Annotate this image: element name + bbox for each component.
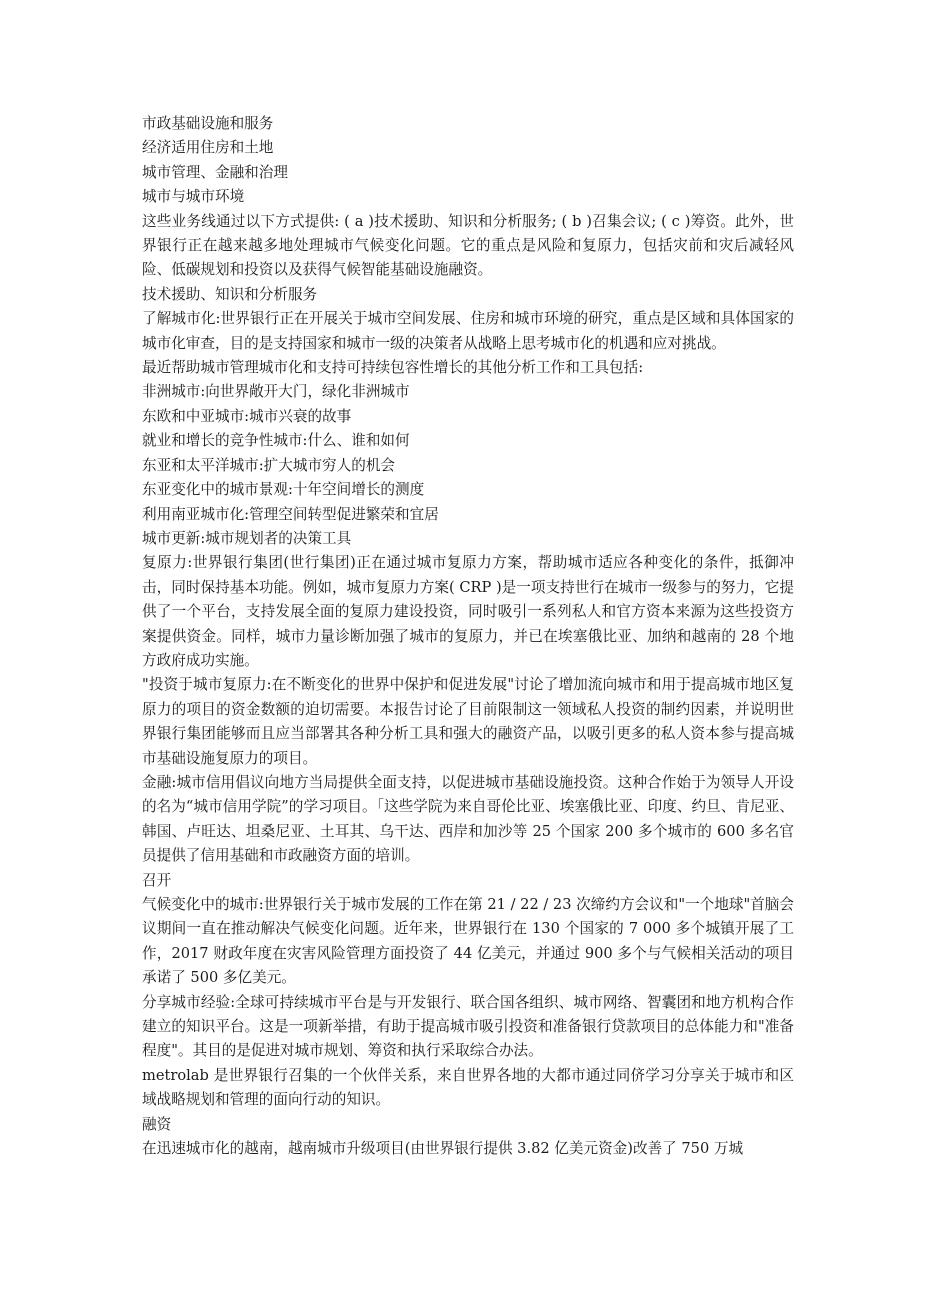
paragraph-sharing-experience: 分享城市经验:全球可持续城市平台是与开发银行、联合国各组织、城市网络、智囊团和地方机构合作建立的知识平台。这是一项新举措，有助于提高城市吸引投资和准备银行贷款项目的总体能力和"准备程度"。其目的是促进对城市规划、筹资和执行采取综合办法。	[142, 993, 794, 1060]
paragraph-investing-resilience: "投资于城市复原力:在不断变化的世界中保护和促进发展"讨论了增加流向城市和用于提高城市地区复原力的项目的资金数额的迫切需要。本报告讨论了目前限制这一领域私人投资的制约因素，并说明世界银行集团能够而且应当部署其各种分析工具和强大的融资产品，以吸引更多的私人资本参与提高城市基础设施复原力的项目。	[142, 676, 794, 767]
heading-financing: 融资	[142, 1115, 172, 1133]
document-page	[142, 112, 794, 1161]
paragraph-climate-cities: 气候变化中的城市:世界银行关于城市发展的工作在第 21 / 22 / 23 次缔约方会议和"一个地球"首脑会议期间一直在推动解决气候变化问题。近年来，世界银行在 130 个国家的 7 000 多个城镇开展了工作，2017 财政年度在灾害风险管理方面投资了 44 亿美元，并通过 900 多个与气候相关活动的项目承诺了 500 多亿美元。	[142, 896, 794, 987]
paragraph-understanding-urbanization: 了解城市化:世界银行正在开展关于城市空间发展、住房和城市环境的研究，重点是区域和具体国家的城市化审查，目的是支持国家和城市一级的决策者从战略上思考城市化的机遇和应对挑战。	[142, 310, 794, 352]
paragraph-finance: 金融:城市信用倡议向地方当局提供全面支持，以促进城市基础设施投资。这种合作始于为领导人开设的名为“城市信用学院”的学习项目。「这些学院为来自哥伦比亚、埃塞俄比亚、印度、约旦、肯尼亚、韩国、卢旺达、坦桑尼亚、土耳其、乌干达、西岸和加沙等 25 个国家 200 多个城市的 600 多名官员提供了信用基础和市政融资方面的培训。	[142, 773, 794, 865]
paragraph-business-lines: 这些业务线通过以下方式提供: ( a )技术援助、知识和分析服务; ( b )召集会议; ( c )筹资。此外，世界银行正在越来越多地处理城市气候变化问题。它的重点是风险和复原力，包括灾前和灾后减轻风险、低碳规划和投资以及获得气候智能基础设施融资。	[142, 212, 794, 279]
heading-affordable-housing: 经济适用住房和土地	[142, 139, 274, 157]
heading-technical-assistance: 技术援助、知识和分析服务	[142, 285, 318, 303]
list-item-east-asia-pacific-cities: 东亚和太平洋城市:扩大城市穷人的机会	[142, 456, 396, 474]
heading-urban-environment: 城市与城市环境	[142, 188, 245, 206]
list-item-south-asia-urbanization: 利用南亚城市化:管理空间转型促进繁荣和宜居	[142, 505, 439, 523]
list-item-eastern-europe-cities: 东欧和中亚城市:城市兴衰的故事	[142, 407, 352, 425]
list-item-africa-cities: 非洲城市:向世界敞开大门，绿化非洲城市	[142, 383, 410, 401]
heading-urban-management: 城市管理、金融和治理	[142, 163, 288, 181]
heading-convening: 召开	[142, 871, 172, 889]
list-item-competitive-cities: 就业和增长的竞争性城市:什么、谁和如何	[142, 432, 410, 450]
paragraph-other-tools-intro: 最近帮助城市管理城市化和支持可持续包容性增长的其他分析工作和工具包括:	[142, 359, 644, 377]
list-item-east-asia-landscape: 东亚变化中的城市景观:十年空间增长的测度	[142, 481, 425, 499]
paragraph-vietnam-upgrade: 在迅速城市化的越南，越南城市升级项目(由世界银行提供 3.82 亿美元资金)改善了 750 万城	[142, 1140, 744, 1158]
heading-municipal-infrastructure: 市政基础设施和服务	[142, 115, 274, 132]
paragraph-resilience: 复原力:世界银行集团(世行集团)正在通过城市复原力方案，帮助城市适应各种变化的条件，抵御冲击，同时保持基本功能。例如，城市复原力方案( CRP )是一项支持世行在城市一级参与的努力，它提供了一个平台，支持发展全面的复原力建设投资，同时吸引一系列私人和官方资本来源为这些投资方案提供资金。同样，城市力量诊断加强了城市的复原力，并已在埃塞俄比亚、加纳和越南的 28 个地方政府成功实施。	[142, 554, 794, 669]
list-item-urban-regeneration: 城市更新:城市规划者的决策工具	[142, 529, 352, 547]
paragraph-metrolab: metrolab 是世界银行召集的一个伙伴关系，来自世界各地的大都市通过同侪学习分享关于城市和区域战略规划和管理的面向行动的知识。	[142, 1066, 794, 1109]
